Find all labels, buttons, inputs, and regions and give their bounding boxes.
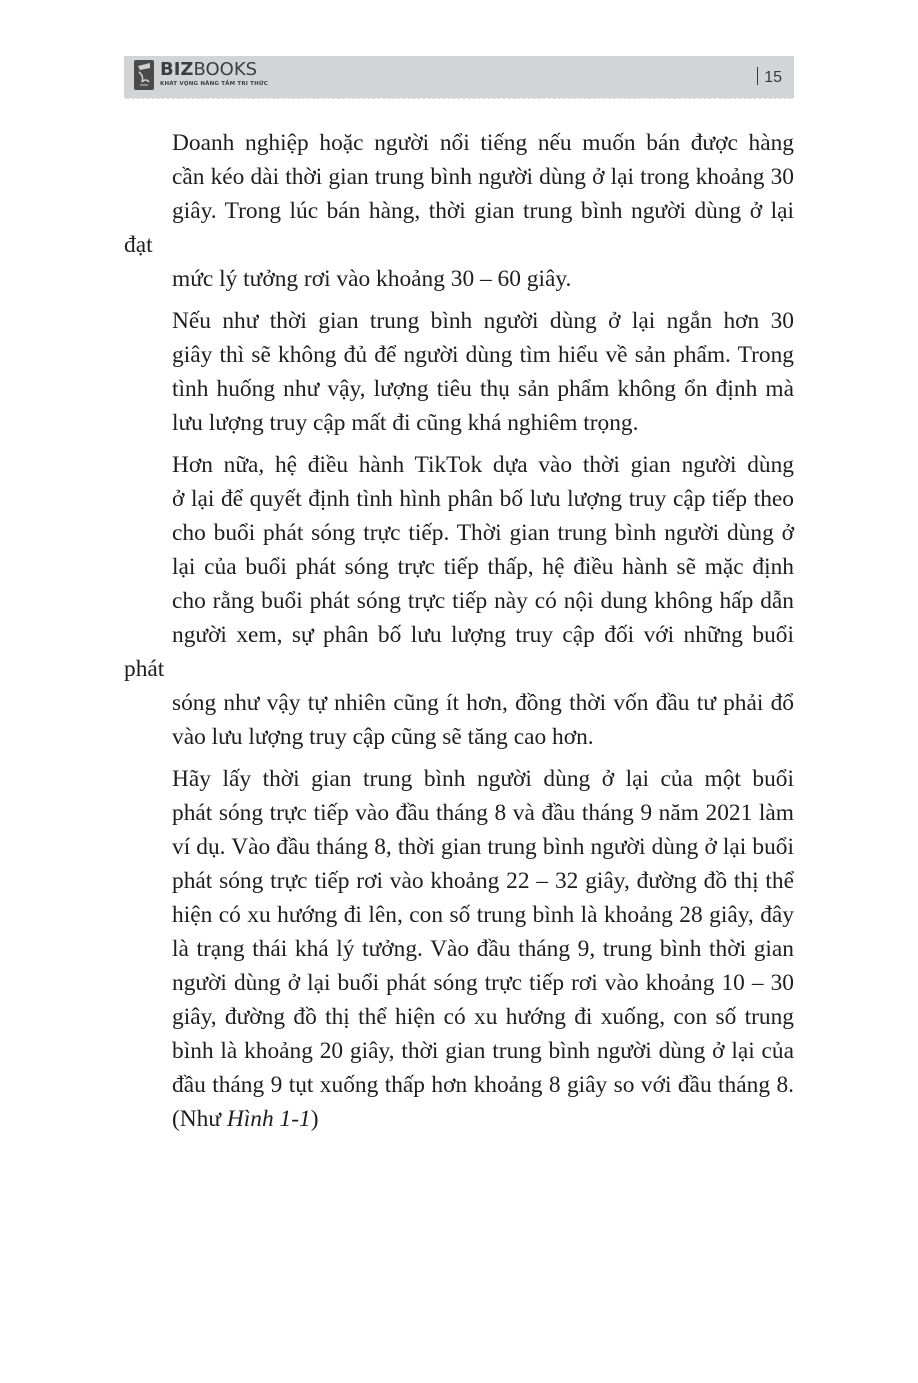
brand-name: BIZBOOKS: [160, 59, 258, 80]
text-line: ở lại để quyết định tình hình phân bố lưu lượng truy cập tiếp theo: [172, 486, 794, 512]
text-line: là trạng thái khá lý tưởng. Vào đầu tháng 9, trung bình thời gian: [172, 936, 794, 962]
text-line: giây. Trong lúc bán hàng, thời gian trung bình người dùng ở lại đạt: [124, 198, 794, 258]
text-line: giây, đường đồ thị thể hiện có xu hướng đi xuống, con số trung: [172, 1004, 794, 1030]
running-header: [124, 56, 794, 99]
text-line: lưu lượng truy cập mất đi cũng khá nghiêm trọng.: [172, 410, 639, 436]
text-line: Nếu như thời gian trung bình người dùng ở lại ngắn hơn 30: [172, 308, 794, 334]
figure-ref-label: Hình 1-1: [226, 1106, 311, 1132]
text-line: cho rằng buổi phát sóng trực tiếp này có nội dung không hấp dẫn: [172, 588, 794, 614]
paragraph: [124, 762, 794, 1136]
text-line: giây thì sẽ không đủ để người dùng tìm hiểu về sản phẩm. Trong: [172, 342, 794, 368]
text-line: Hãy lấy thời gian trung bình người dùng ở lại của một buổi: [172, 766, 794, 792]
figure-ref-suffix: ): [310, 1106, 319, 1132]
figure-reference: [124, 1102, 794, 1136]
bizbooks-logo-icon: [134, 60, 154, 90]
paragraph: [124, 126, 794, 296]
text-line: Hơn nữa, hệ điều hành TikTok dựa vào thời gian người dùng: [172, 452, 794, 478]
text-line: ví dụ. Vào đầu tháng 8, thời gian trung bình người dùng ở lại buổi: [172, 834, 794, 860]
text-line: phát sóng trực tiếp vào đầu tháng 8 và đầu tháng 9 năm 2021 làm: [172, 800, 794, 826]
body-text: [124, 126, 794, 1144]
publisher-logo: [134, 60, 268, 94]
text-line: tình huống như vậy, lượng tiêu thụ sản phẩm không ổn định mà: [172, 376, 794, 402]
figure-ref-prefix: (Như: [172, 1106, 227, 1132]
text-line: vào lưu lượng truy cập cũng sẽ tăng cao hơn.: [172, 724, 594, 750]
text-line: mức lý tưởng rơi vào khoảng 30 – 60 giây.: [172, 266, 572, 292]
page-number: [757, 67, 782, 87]
text-line: lại của buổi phát sóng trực tiếp thấp, hệ điều hành sẽ mặc định: [172, 554, 794, 580]
text-line: sóng như vậy tự nhiên cũng ít hơn, đồng thời vốn đầu tư phải đổ: [172, 690, 794, 716]
text-line: đầu tháng 9 tụt xuống thấp hơn khoảng 8 giây so với đầu tháng 8.: [172, 1072, 794, 1098]
divider: [757, 67, 758, 85]
text-line: phát sóng trực tiếp rơi vào khoảng 22 – 32 giây, đường đồ thị thể: [172, 868, 794, 894]
text-line: cần kéo dài thời gian trung bình người dùng ở lại trong khoảng 30: [172, 164, 794, 190]
page-number-value: 15: [764, 69, 782, 86]
paragraph: [124, 304, 794, 440]
paragraph: [124, 448, 794, 754]
text-line: bình là khoảng 20 giây, thời gian trung bình người dùng ở lại của: [172, 1038, 794, 1064]
text-line: cho buổi phát sóng trực tiếp. Thời gian trung bình người dùng ở: [172, 520, 794, 546]
text-line: người dùng ở lại buổi phát sóng trực tiếp rơi vào khoảng 10 – 30: [172, 970, 794, 996]
brand-tagline: KHÁT VỌNG NÂNG TẦM TRI THỨC: [160, 81, 268, 87]
text-line: người xem, sự phân bố lưu lượng truy cập đối với những buổi phát: [124, 622, 794, 682]
text-line: hiện có xu hướng đi lên, con số trung bình là khoảng 28 giây, đây: [172, 902, 794, 928]
text-line: Doanh nghiệp hoặc người nổi tiếng nếu muốn bán được hàng: [172, 130, 794, 156]
